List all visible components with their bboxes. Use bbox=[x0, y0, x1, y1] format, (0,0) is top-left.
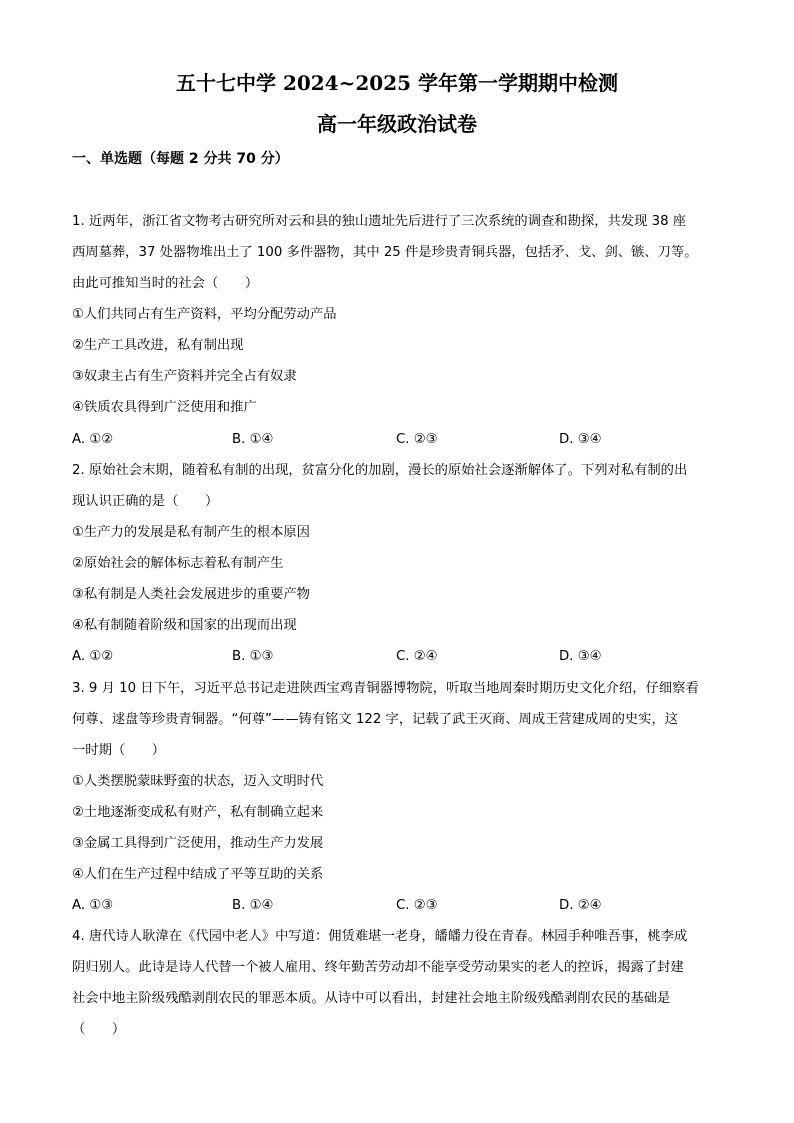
exam-subtitle: 高一年级政治试卷 bbox=[317, 112, 477, 136]
question-1-option-a[interactable]: A. ①② bbox=[72, 432, 114, 447]
question-2-option-a[interactable]: A. ①② bbox=[72, 649, 114, 664]
section-heading: 一、单选题（每题 2 分共 70 分） bbox=[72, 151, 289, 167]
question-2-statement-3: ③私有制是人类社会发展进步的重要产物 bbox=[72, 587, 310, 602]
question-3-options bbox=[72, 896, 732, 916]
question-2-option-b[interactable]: B. ①③ bbox=[232, 649, 274, 664]
question-4-stem-line-1: 4. 唐代诗人耿湋在《代园中老人》中写道：佣赁难堪一老身，皤皤力役在青春。林园手种唯吾事，桃李成 bbox=[72, 929, 688, 944]
question-4-stem-line-2: 阴归别人。此诗是诗人代替一个被人雇用、终年勤苦劳动却不能享受劳动果实的老人的控诉，揭露了封建 bbox=[72, 960, 684, 975]
question-2-statement-2: ②原始社会的解体标志着私有制产生 bbox=[72, 556, 284, 571]
exam-title: 五十七中学 2024~2025 学年第一学期期中检测 bbox=[175, 71, 618, 95]
question-3-stem-line-2: 何尊、逑盘等珍贵青铜器。“何尊”——铸有铭文 122 字，记载了武王灭商、周成王营建成周的史实，这 bbox=[72, 712, 679, 727]
question-3-stem-line-3: 一时期（ ） bbox=[72, 743, 166, 758]
question-3-statement-2: ②土地逐渐变成私有财产，私有制确立起来 bbox=[72, 805, 324, 820]
question-2-option-d[interactable]: D. ③④ bbox=[559, 649, 602, 664]
question-1-option-d[interactable]: D. ③④ bbox=[559, 432, 602, 447]
question-3-statement-3: ③金属工具得到广泛使用，推动生产力发展 bbox=[72, 836, 324, 851]
question-3-statement-4: ④人们在生产过程中结成了平等互助的关系 bbox=[72, 867, 324, 882]
question-2-option-c[interactable]: C. ②④ bbox=[396, 649, 438, 664]
question-1-option-c[interactable]: C. ②③ bbox=[396, 432, 438, 447]
question-2-statement-4: ④私有制随着阶级和国家的出现而出现 bbox=[72, 618, 297, 633]
question-1-statement-3: ③奴隶主占有生产资料并完全占有奴隶 bbox=[72, 369, 297, 384]
question-3-option-b[interactable]: B. ①④ bbox=[232, 898, 274, 913]
question-1-stem-line-3: 由此可推知当时的社会（ ） bbox=[72, 276, 259, 291]
question-2-stem-line-1: 2. 原始社会末期，随着私有制的出现，贫富分化的加剧，漫长的原始社会逐渐解体了。下列对私有制的出 bbox=[72, 463, 688, 478]
question-3-statement-1: ①人类摆脱蒙昧野蛮的状态，迈入文明时代 bbox=[72, 774, 324, 789]
question-3-option-c[interactable]: C. ②③ bbox=[396, 898, 438, 913]
question-3-option-d[interactable]: D. ②④ bbox=[559, 898, 602, 913]
question-4-stem-line-3: 社会中地主阶级残酷剥削农民的罪恶本质。从诗中可以看出，封建社会地主阶级残酷剥削农民的基础是 bbox=[72, 991, 671, 1006]
question-4-stem-line-4: （ ） bbox=[72, 1022, 126, 1037]
question-1-statement-2: ②生产工具改进，私有制出现 bbox=[72, 338, 244, 353]
question-2-statement-1: ①生产力的发展是私有制产生的根本原因 bbox=[72, 525, 310, 540]
question-1-options bbox=[72, 430, 732, 450]
question-3-option-a[interactable]: A. ①③ bbox=[72, 898, 114, 913]
question-1-stem-line-2: 西周墓葬，37 处器物堆出土了 100 多件器物，其中 25 件是珍贵青铜兵器，包括矛、戈、剑、镞、刀等。 bbox=[72, 245, 698, 260]
question-1-stem-line-1: 1. 近两年，浙江省文物考古研究所对云和县的独山遗址先后进行了三次系统的调查和勘探，共发现 38 座 bbox=[72, 214, 687, 229]
question-1-statement-4: ④铁质农具得到广泛使用和推广 bbox=[72, 400, 257, 415]
question-2-options bbox=[72, 647, 732, 667]
question-3-stem-line-1: 3. 9 月 10 日下午，习近平总书记走进陕西宝鸡青铜器博物院，听取当地周秦时期历史文化介绍，仔细察看 bbox=[72, 681, 699, 696]
question-2-stem-line-2: 现认识正确的是（ ） bbox=[72, 494, 219, 509]
question-1-statement-1: ①人们共同占有生产资料，平均分配劳动产品 bbox=[72, 307, 337, 322]
question-1-option-b[interactable]: B. ①④ bbox=[232, 432, 274, 447]
